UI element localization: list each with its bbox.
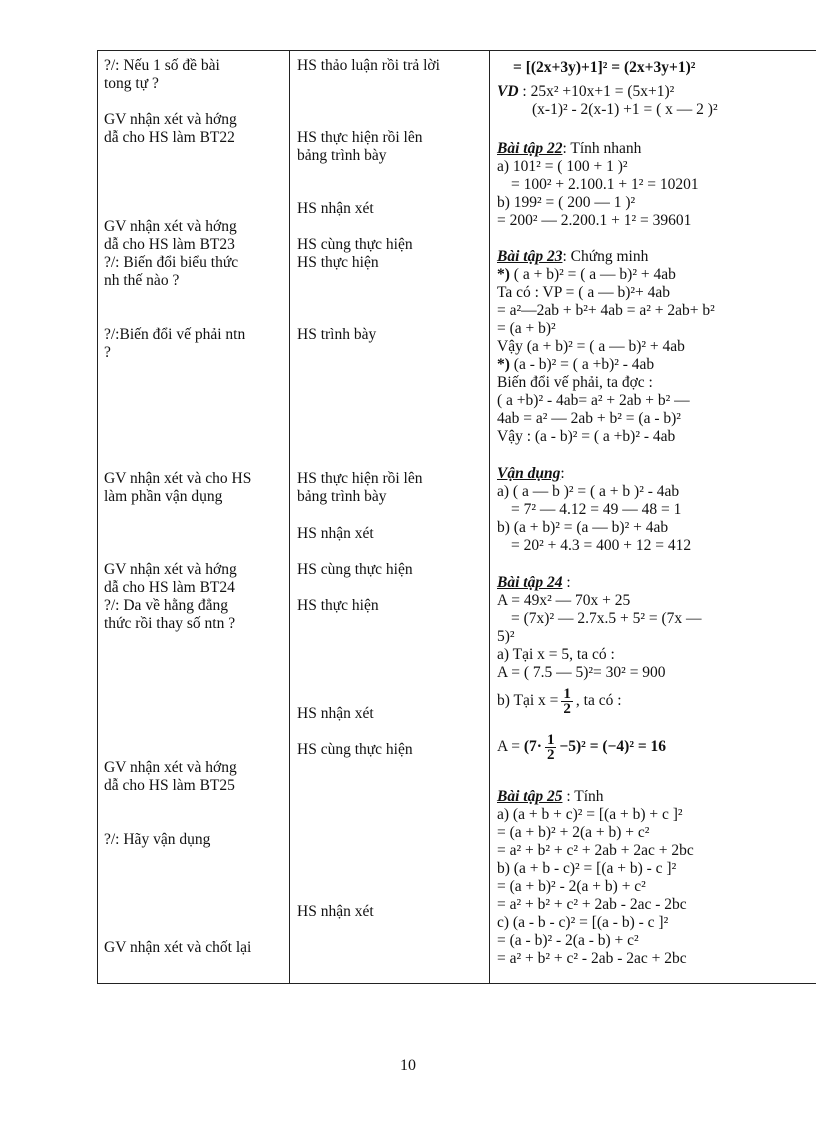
math-line: b) (a + b - c)² = [(a + b) - c ]² bbox=[497, 860, 677, 877]
student-text: HS thực hiện rồi lên bbox=[297, 129, 423, 146]
math-line: = (a + b)² bbox=[497, 320, 556, 337]
math-line: = (a - b)² - 2(a - b) + c² bbox=[497, 932, 639, 949]
student-text: HS thực hiện bbox=[297, 254, 379, 271]
math-text: (7· bbox=[523, 738, 542, 755]
math-line: = 100² + 2.100.1 + 1² = 10201 bbox=[511, 176, 699, 193]
math-line bbox=[497, 356, 654, 374]
column-divider bbox=[489, 51, 490, 983]
page-number: 10 bbox=[400, 1057, 416, 1074]
math-line: a) Tại x = 5, ta có : bbox=[497, 646, 615, 663]
exercise-22-heading bbox=[497, 140, 641, 158]
math-line: = 7² — 4.12 = 49 — 48 = 1 bbox=[511, 501, 682, 518]
math-line: 5)² bbox=[497, 628, 515, 645]
identity-equation: = [(2x+3y)+1]² = (2x+3y+1)² bbox=[513, 59, 696, 76]
teacher-text: ?/: Hãy vận dụng bbox=[104, 831, 211, 848]
teacher-text: ?/: Nếu 1 số đề bài bbox=[104, 57, 220, 74]
math-line: = 200² — 2.200.1 + 1² = 39601 bbox=[497, 212, 692, 229]
teacher-text: thức rồi thay số ntn ? bbox=[104, 615, 236, 632]
teacher-text: GV nhận xét và hớng bbox=[104, 218, 237, 235]
application-title: Vận dụng bbox=[497, 465, 561, 482]
math-line: A = ( 7.5 — 5)²= 30² = 900 bbox=[497, 664, 666, 681]
math-line: Vậy (a + b)² = ( a — b)² + 4ab bbox=[497, 338, 685, 355]
exercise-title: Bài tập 23 bbox=[497, 248, 563, 265]
math-text: ( a + b)² = ( a — b)² + 4ab bbox=[509, 266, 676, 283]
math-line: Vậy : (a - b)² = ( a +b)² - 4ab bbox=[497, 428, 676, 445]
example-label: VD bbox=[497, 83, 519, 100]
teacher-text: GV nhận xét và cho HS bbox=[104, 470, 252, 487]
math-text: A = bbox=[497, 738, 520, 755]
teacher-text: dẫ cho HS làm BT23 bbox=[104, 236, 235, 253]
math-line: a) ( a — b )² = ( a + b )² - 4ab bbox=[497, 483, 680, 500]
fraction bbox=[545, 733, 557, 762]
student-text: bảng trình bày bbox=[297, 488, 387, 505]
math-line: A = 49x² — 70x + 25 bbox=[497, 592, 631, 609]
teacher-text: ?/: Biến đổi biểu thức bbox=[104, 254, 239, 271]
math-line: c) (a - b - c)² = [(a - b) - c ]² bbox=[497, 914, 669, 931]
student-text: HS trình bày bbox=[297, 326, 377, 343]
bullet-marker: *) bbox=[497, 266, 510, 283]
math-line: = 20² + 4.3 = 400 + 12 = 412 bbox=[511, 537, 692, 554]
math-line: = a² + b² + c² - 2ab - 2ac + 2bc bbox=[497, 950, 687, 967]
student-text: HS thực hiện bbox=[297, 597, 379, 614]
teacher-text: ?/: Da về hằng đẳng bbox=[104, 597, 228, 614]
math-text: , ta có : bbox=[575, 692, 622, 709]
fraction-denominator: 2 bbox=[563, 700, 571, 717]
math-line: b) (a + b)² = (a — b)² + 4ab bbox=[497, 519, 669, 536]
bullet-marker: *) bbox=[497, 356, 510, 373]
math-line: Biến đổi vế phải, ta đợc : bbox=[497, 374, 653, 391]
exercise-23-heading bbox=[497, 248, 648, 266]
example-text: : 25x² +10x+1 = (5x+1)² bbox=[518, 83, 675, 100]
teacher-text: làm phần vận dụng bbox=[104, 488, 223, 505]
teacher-text: ? bbox=[104, 344, 111, 361]
teacher-text: GV nhận xét và chốt lại bbox=[104, 939, 252, 956]
math-line: = a² + b² + c² + 2ab - 2ac - 2bc bbox=[497, 896, 687, 913]
fraction-denominator: 2 bbox=[546, 746, 555, 763]
student-text: HS cùng thực hiện bbox=[297, 561, 413, 578]
student-text: HS cùng thực hiện bbox=[297, 741, 413, 758]
teacher-text: GV nhận xét và hớng bbox=[104, 759, 237, 776]
student-text: HS thực hiện rồi lên bbox=[297, 470, 423, 487]
teacher-text: tong tự ? bbox=[104, 75, 159, 92]
teacher-text: GV nhận xét và hớng bbox=[104, 111, 237, 128]
student-text: HS nhận xét bbox=[297, 525, 374, 542]
exercise-task: : Chứng minh bbox=[562, 248, 649, 265]
math-line-fraction bbox=[497, 683, 622, 719]
math-text: (a - b)² = ( a +b)² - 4ab bbox=[509, 356, 655, 373]
math-line: = (7x)² — 2.7x.5 + 5² = (7x — bbox=[511, 610, 702, 627]
math-line: b) 199² = ( 200 — 1 )² bbox=[497, 194, 636, 211]
math-line: ( a +b)² - 4ab= a² + 2ab + b² — bbox=[497, 392, 690, 409]
math-line: = (a + b)² - 2(a + b) + c² bbox=[497, 878, 646, 895]
teacher-text: dẫ cho HS làm BT25 bbox=[104, 777, 235, 794]
math-line-fraction bbox=[497, 729, 666, 765]
math-line: Ta có : VP = ( a — b)²+ 4ab bbox=[497, 284, 670, 301]
application-heading bbox=[497, 465, 565, 483]
exercise-25-heading bbox=[497, 788, 604, 806]
column-divider bbox=[289, 51, 290, 983]
exercise-task: : bbox=[562, 574, 571, 591]
teacher-text: GV nhận xét và hớng bbox=[104, 561, 237, 578]
math-line: 4ab = a² — 2ab + b² = (a - b)² bbox=[497, 410, 681, 427]
student-text: HS nhận xét bbox=[297, 200, 374, 217]
teacher-text: nh thế nào ? bbox=[104, 272, 180, 289]
exercise-24-heading bbox=[497, 574, 571, 592]
application-colon: : bbox=[560, 465, 565, 482]
math-line: = a² + b² + c² + 2ab + 2ac + 2bc bbox=[497, 842, 694, 859]
math-line: = a²—2ab + b²+ 4ab = a² + 2ab+ b² bbox=[497, 302, 715, 319]
teacher-text: dẫ cho HS làm BT24 bbox=[104, 579, 235, 596]
math-line: = (a + b)² + 2(a + b) + c² bbox=[497, 824, 650, 841]
math-text: b) Tại x = bbox=[497, 692, 559, 709]
teacher-text: ?/:Biến đổi vế phải ntn bbox=[104, 326, 246, 343]
student-text: bảng trình bày bbox=[297, 147, 387, 164]
exercise-title: Bài tập 25 bbox=[497, 788, 563, 805]
fraction-numerator: 1 bbox=[546, 731, 555, 748]
student-text: HS cùng thực hiện bbox=[297, 236, 413, 253]
exercise-title: Bài tập 24 bbox=[497, 574, 563, 591]
example-line bbox=[497, 83, 674, 101]
fraction bbox=[561, 687, 573, 716]
fraction-numerator: 1 bbox=[563, 685, 571, 702]
student-text: HS thảo luận rồi trả lời bbox=[297, 57, 440, 74]
lesson-table bbox=[97, 50, 816, 984]
student-text: HS nhận xét bbox=[297, 903, 374, 920]
math-text: −5)² = (−4)² = 16 bbox=[559, 738, 667, 755]
math-line: a) 101² = ( 100 + 1 )² bbox=[497, 158, 628, 175]
exercise-task: : Tính bbox=[562, 788, 604, 805]
math-line bbox=[497, 266, 676, 284]
student-text: HS nhận xét bbox=[297, 705, 374, 722]
exercise-title: Bài tập 22 bbox=[497, 140, 563, 157]
teacher-text: dẫ cho HS làm BT22 bbox=[104, 129, 235, 146]
exercise-task: : Tính nhanh bbox=[562, 140, 642, 157]
example-line: (x-1)² - 2(x-1) +1 = ( x — 2 )² bbox=[532, 101, 718, 118]
math-line: a) (a + b + c)² = [(a + b) + c ]² bbox=[497, 806, 683, 823]
